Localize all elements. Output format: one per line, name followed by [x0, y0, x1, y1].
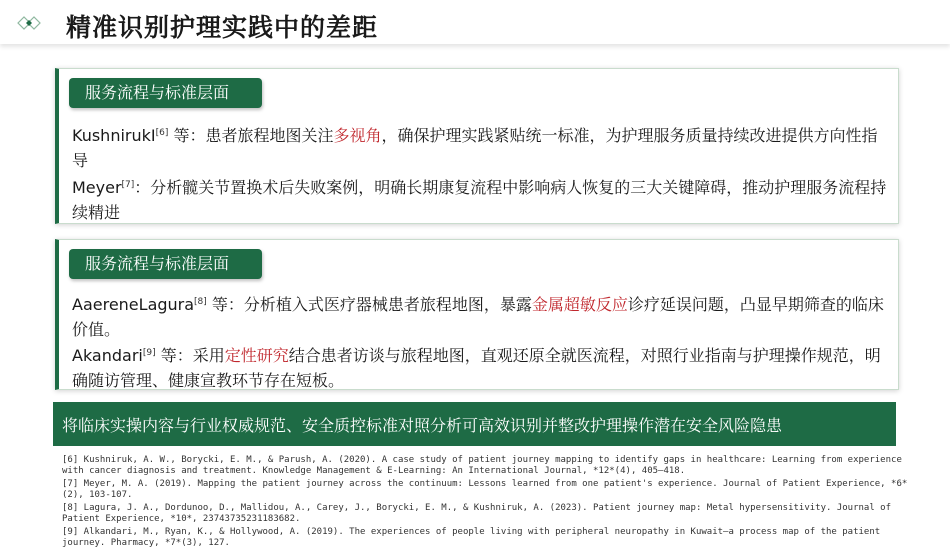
entry-text: 诊疗延误问题，凸显早期筛查的临床价值。 [72, 295, 884, 339]
citation-ref: [6] [155, 128, 169, 138]
page-title: 精准识别护理实践中的差距 [66, 13, 379, 42]
highlight-text: 金属超敏反应 [531, 295, 628, 314]
reference-item: [6] Kushniruk, A. W., Borycki, E. M., & Parush, A. (2020). A case study of patient journey mapping to identify gaps in healthcare: Learning from experience with cancer diagnosis and treatment. Knowledge Management & E-Learning: An International Journal, *12*(4), 405–418. [62, 455, 902, 476]
citation-ref: [7] [121, 180, 135, 190]
top-bar [0, 0, 950, 44]
entry-text: ：分析髋关节置换术后失败案例，明确长期康复流程中影响病人恢复的三大关键障碍，推动护理服务流程持续精进 [72, 178, 887, 222]
entry-text: 等：患者旅程地图关注 [168, 126, 334, 145]
entry-paragraph [72, 121, 892, 173]
summary-banner: 将临床实操内容与行业权威规范、安全质控标准对照分析可高效识别并整改护理操作潜在安全风险隐患 [53, 402, 896, 446]
citation-ref: [9] [142, 348, 156, 358]
reference-item: [7] Meyer, M. A. (2019). Mapping the patient journey across the continuum: Lessons learned from one patient's experience. Journal of Patient Experience, *6*(2), 103-107. [62, 479, 908, 500]
section-card-2 [55, 239, 899, 390]
entry-paragraph [72, 173, 892, 225]
highlight-text: 定性研究 [224, 346, 289, 365]
entry-author: KushnirukI [72, 126, 156, 145]
section-tag: 服务流程与标准层面 [69, 78, 262, 108]
reference-item: [9] Alkandari, M., Ryan, K., & Hollywood, A. (2019). The experiences of people living with peripheral neuropathy in Kuwait—a process map of the patient journey. Pharmacy, *7*(3), 127. [62, 527, 881, 548]
entry-paragraph [72, 341, 892, 393]
entry-text: 等：采用 [155, 346, 225, 365]
citation-ref: [8] [194, 297, 207, 307]
section-tag: 服务流程与标准层面 [69, 249, 262, 279]
entry-author: AaereneLagura [72, 295, 195, 314]
diamond-logo-icon [16, 14, 44, 32]
highlight-text: 多视角 [333, 126, 382, 145]
reference-item: [8] Lagura, J. A., Dordunoo, D., Mallidou, A., Carey, J., Borycki, E. M., & Kushniruk, A. (2023). Patient journey map: Metal hypersensitivity. Journal of Patient Experience, *10*, 23743735231183682. [62, 503, 892, 524]
section-card-1 [55, 68, 899, 224]
entry-text: 结合患者访谈与旅程地图，直观还原全就医流程，对照行业指南与护理操作规范，明确随访管理、健康宣教环节存在短板。 [72, 346, 881, 390]
entry-text: ，确保护理实践紧贴统一标准，为护理服务质量持续改进提供方向性指导 [72, 126, 878, 170]
references-list [62, 455, 912, 551]
entry-author: Meyer [72, 178, 122, 197]
entry-text: 等：分析植入式医疗器械患者旅程地图，暴露 [206, 295, 532, 314]
entry-paragraph [72, 290, 892, 342]
entry-author: Akandari [72, 346, 143, 365]
